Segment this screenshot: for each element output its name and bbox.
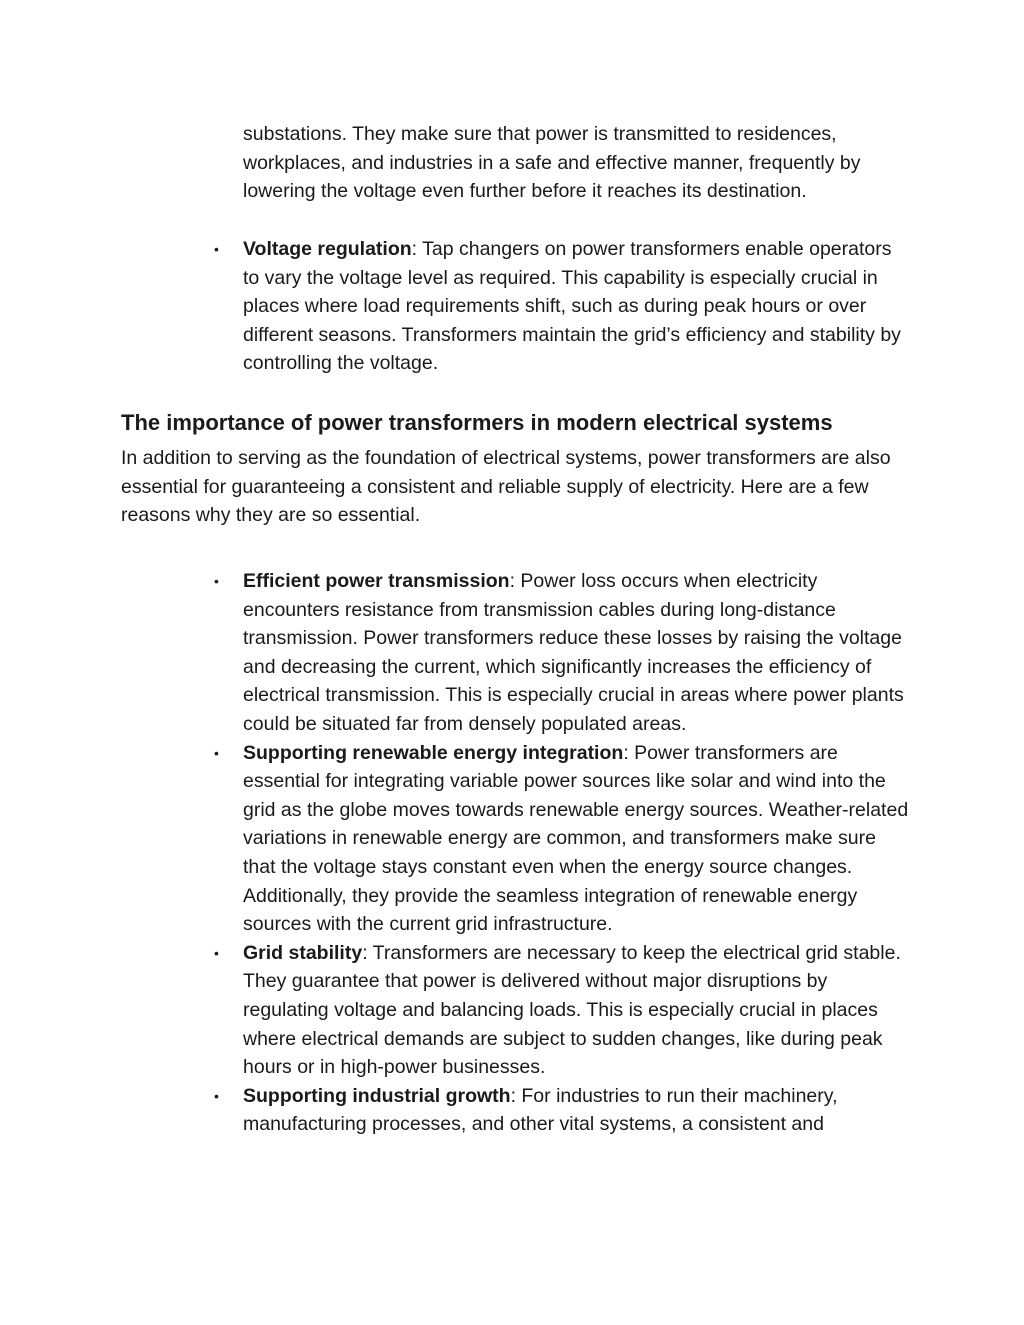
bullet-icon: • [214,1087,219,1104]
list-item-term: Efficient power transmission [243,570,510,592]
list-item-text: : For industries to run their machinery, manufacturing processes, and other vital systems, a consistent and [243,1084,838,1136]
bullet-icon: • [214,744,219,761]
list-item [214,567,911,739]
section-intro: In addition to serving as the foundation of electrical systems, power transformers are also essential for guaranteeing a consistent and reliable supply of electricity. Here are a few reasons why they are so essential. [121,447,891,527]
section-heading: The importance of power transformers in modern electrical systems [121,410,833,435]
list-item [214,739,911,939]
list-item-term: Grid stability [243,941,363,964]
continuation-paragraph: substations. They make sure that power is transmitted to residences, workplaces, and industries in a safe and effective manner, frequently by lowering the voltage even further before it reaches its destination. [243,123,861,203]
list-item [214,235,911,378]
list-item-term: Supporting renewable energy integration [243,741,624,764]
list-item [214,1082,911,1139]
list-item [214,939,911,1082]
list-item-text: : Power loss occurs when electricity encounters resistance from transmission cables during long-distance transmission. Power transformers reduce these losses by raising the voltage and decreasing the current, which significantly increases the efficiency of electrical transmission. This is especially crucial in areas where power plants could be situated far from densely populated areas. [243,570,904,735]
list-item-text: : Tap changers on power transformers enable operators to vary the voltage level as required. This capability is especially crucial in places where load requirements shift, such as during peak hours or over different seasons. Transformers maintain the grid’s efficiency and stability by controlling the voltage. [243,238,901,375]
bullet-list-voltage [214,235,911,378]
bullet-icon: • [214,573,219,589]
list-item-text: : Transformers are necessary to keep the electrical grid stable. They guarantee that power is delivered without major disruptions by regulating voltage and balancing loads. This is especially crucial in places where electrical demands are subject to sudden changes, like during peak hours or in high-power businesses. [243,941,901,1079]
bullet-list-reasons [214,567,911,1139]
list-item-term: Supporting industrial growth [243,1084,511,1107]
list-item-text: : Power transformers are essential for integrating variable power sources like solar and wind into the grid as the globe moves towards renewable energy sources. Weather-related variations in renewable energy are common, and transformers make sure that the voltage stays constant even when the energy source changes. Additionally, they provide the seamless integration of renewable energy sources with the current grid infrastructure. [243,741,909,936]
bullet-icon: • [214,241,219,257]
bullet-icon: • [214,944,219,961]
list-item-term: Voltage regulation [243,238,412,260]
